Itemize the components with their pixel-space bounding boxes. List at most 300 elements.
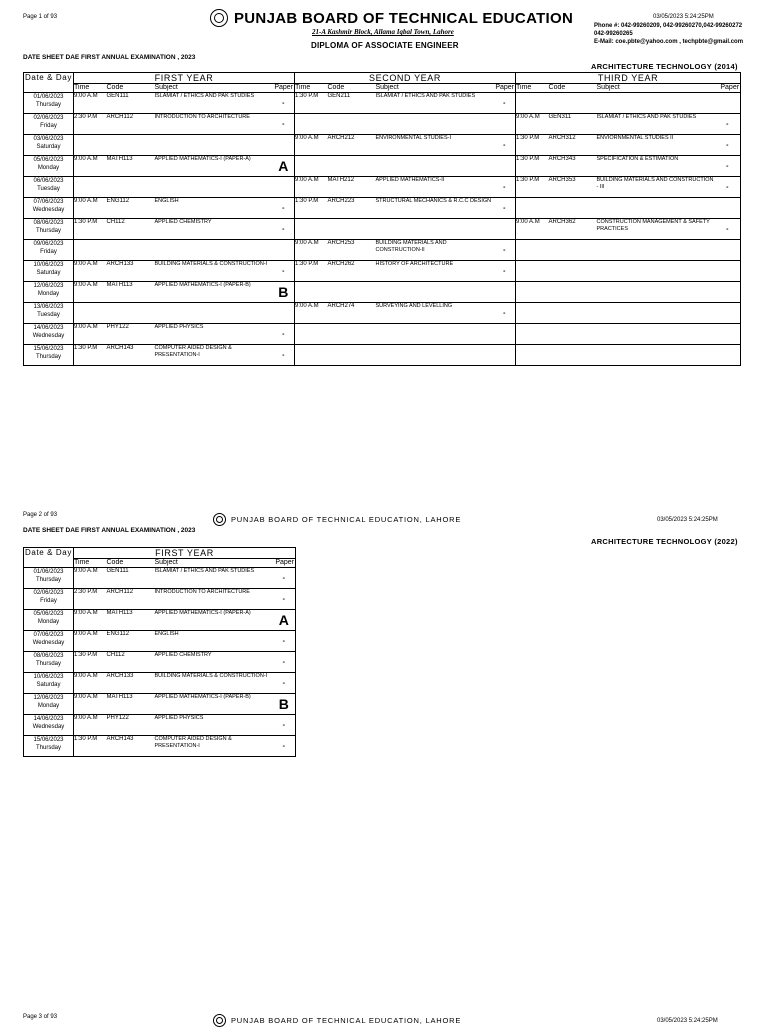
exam-time <box>74 135 107 156</box>
paper-marker: - <box>273 631 296 652</box>
subject-name <box>376 345 494 366</box>
date-day-cell <box>24 114 74 135</box>
course-code: MATH212 <box>328 177 376 198</box>
paper-marker: - <box>494 198 516 219</box>
paper-marker: - <box>494 261 516 282</box>
paper-marker <box>715 345 741 366</box>
course-code <box>328 324 376 345</box>
exam-time: 9:00 A.M <box>74 673 107 694</box>
paper-marker <box>715 324 741 345</box>
table-row <box>24 156 741 177</box>
subject-name: APPLIED PHYSICS <box>155 324 273 345</box>
paper-marker: - <box>273 673 296 694</box>
exam-day: Monday <box>37 165 60 171</box>
exam-date: 01/06/2023 <box>33 569 64 575</box>
subject-name <box>597 303 715 324</box>
exam-day: Saturday <box>36 682 61 688</box>
exam-time: 9:00 A.M <box>74 631 107 652</box>
subject-name <box>597 198 715 219</box>
date-day-header: Date & Day <box>24 73 74 93</box>
exam-time: 9:00 A.M <box>74 282 107 303</box>
date-day-cell <box>24 736 74 757</box>
time-column-header: Time <box>516 84 549 93</box>
exam-time: 1:30 P.M <box>74 219 107 240</box>
subject-name <box>597 261 715 282</box>
code-column-header: Code <box>107 559 155 568</box>
paper-marker: B <box>273 282 295 303</box>
exam-time <box>516 240 549 261</box>
table-row <box>24 303 741 324</box>
date-day-cell <box>24 93 74 114</box>
paper-column-header: Paper <box>495 84 515 91</box>
subject-name: COMPUTER AIDED DESIGN & PRESENTATION-I <box>155 736 273 757</box>
exam-time: 1:30 P.M <box>295 93 328 114</box>
paper-marker <box>273 177 295 198</box>
date-day-cell <box>24 610 74 631</box>
date-day-cell <box>24 198 74 219</box>
table-row <box>24 324 741 345</box>
exam-date: 05/06/2023 <box>33 157 64 163</box>
subject-name <box>155 240 273 261</box>
paper-marker <box>273 240 295 261</box>
course-code: GEN211 <box>328 93 376 114</box>
subject-name: APPLIED CHEMISTRY <box>155 219 273 240</box>
subject-name <box>155 303 273 324</box>
course-code <box>549 282 597 303</box>
exam-time: 9:00 A.M <box>295 135 328 156</box>
subject-name: APPLIED MATHEMATICS-I (PAPER-B) <box>155 282 273 303</box>
code-column-header: Code <box>549 84 597 93</box>
course-code <box>549 240 597 261</box>
course-code <box>107 240 155 261</box>
board-title-small: PUNJAB BOARD OF TECHNICAL EDUCATION, LAHORE <box>231 515 462 524</box>
subject-name <box>155 135 273 156</box>
exam-time: 9:00 A.M <box>74 324 107 345</box>
subject-column-header: Subject <box>376 84 494 93</box>
paper-marker: - <box>715 114 741 135</box>
paper-marker <box>494 282 516 303</box>
exam-date: 14/06/2023 <box>33 325 64 331</box>
exam-time: 9:00 A.M <box>516 219 549 240</box>
paper-marker: - <box>273 736 296 757</box>
phone-line-1: Phone #: 042-99260209, 042-99260270,042-99260272 <box>594 23 743 29</box>
subject-name <box>376 219 494 240</box>
diploma-title: DIPLOMA OF ASSOCIATE ENGINEER <box>311 41 459 50</box>
table-row <box>24 631 296 652</box>
exam-day: Thursday <box>35 354 61 360</box>
course-code: GEN111 <box>107 93 155 114</box>
table-row <box>24 673 296 694</box>
course-code <box>328 282 376 303</box>
subject-name: BUILDING MATERIALS AND CONSTRUCTION-II <box>376 240 494 261</box>
course-code: ARCH133 <box>107 673 155 694</box>
course-code: ENG112 <box>107 631 155 652</box>
table-row <box>24 282 741 303</box>
board-logo-icon <box>210 9 228 27</box>
exam-time: 1:30 P.M <box>74 345 107 366</box>
course-code: ARCH253 <box>328 240 376 261</box>
page-label: Page 1 of 93 <box>23 14 58 20</box>
course-code: ARCH112 <box>107 114 155 135</box>
course-code: ARCH353 <box>549 177 597 198</box>
exam-date: 08/06/2023 <box>33 653 64 659</box>
exam-title: DATE SHEET DAE FIRST ANNUAL EXAMINATION , 2023 <box>23 54 196 61</box>
paper-marker: - <box>273 568 296 589</box>
exam-time <box>295 345 328 366</box>
paper-marker: - <box>273 715 296 736</box>
table-row <box>24 694 296 715</box>
exam-date: 02/06/2023 <box>33 115 64 121</box>
exam-date: 10/06/2023 <box>33 674 64 680</box>
date-day-cell <box>24 135 74 156</box>
exam-time: 1:30 P.M <box>74 652 107 673</box>
course-code: ARCH312 <box>549 135 597 156</box>
exam-day: Thursday <box>35 745 61 751</box>
exam-day: Thursday <box>35 102 61 108</box>
first-year-header: FIRST YEAR <box>74 548 296 559</box>
table-row <box>24 736 296 757</box>
exam-day: Wednesday <box>32 724 65 730</box>
paper-marker: - <box>715 177 741 198</box>
paper-marker <box>494 219 516 240</box>
page-label: Page 3 of 93 <box>23 1014 58 1020</box>
paper-marker <box>494 324 516 345</box>
exam-time: 9:00 A.M <box>74 610 107 631</box>
course-code: ARCH362 <box>549 219 597 240</box>
board-logo-icon <box>213 513 226 526</box>
paper-marker <box>715 303 741 324</box>
exam-time <box>516 345 549 366</box>
course-code <box>549 198 597 219</box>
exam-date: 03/06/2023 <box>33 136 64 142</box>
exam-day: Monday <box>37 703 60 709</box>
course-code: PHY122 <box>107 324 155 345</box>
paper-marker: - <box>273 93 295 114</box>
course-code: ARCH143 <box>107 736 155 757</box>
course-code <box>549 345 597 366</box>
exam-time: 1:30 P.M <box>516 156 549 177</box>
date-day-cell <box>24 324 74 345</box>
exam-date: 12/06/2023 <box>33 695 64 701</box>
subject-name: APPLIED MATHEMATICS-I (PAPER-A) <box>155 156 273 177</box>
course-code <box>328 345 376 366</box>
subject-name: SURVEYING AND LEVELLING <box>376 303 494 324</box>
subject-name <box>597 282 715 303</box>
paper-marker: - <box>494 303 516 324</box>
exam-time <box>516 282 549 303</box>
datesheet-table <box>23 72 741 366</box>
exam-date: 12/06/2023 <box>33 283 64 289</box>
exam-day: Monday <box>37 291 60 297</box>
table-row <box>24 345 741 366</box>
paper-column-header: Paper <box>715 84 741 93</box>
code-column-header: Code <box>107 84 155 93</box>
course-code: ARCH112 <box>107 589 155 610</box>
course-code: ARCH212 <box>328 135 376 156</box>
program-title: ARCHITECTURE TECHNOLOGY (2014) <box>591 62 738 71</box>
paper-marker: - <box>273 589 296 610</box>
paper-marker: - <box>494 240 516 261</box>
exam-day: Wednesday <box>32 333 65 339</box>
course-code: MATH113 <box>107 156 155 177</box>
exam-time: 2:30 P.M <box>74 114 107 135</box>
course-code <box>328 219 376 240</box>
table-row <box>24 93 741 114</box>
subject-name <box>597 324 715 345</box>
board-title: PUNJAB BOARD OF TECHNICAL EDUCATION <box>234 9 574 27</box>
course-code: GEN311 <box>549 114 597 135</box>
exam-date: 02/06/2023 <box>33 590 64 596</box>
paper-marker <box>715 240 741 261</box>
subject-name: ENGLISH <box>155 198 273 219</box>
course-code: MATH113 <box>107 694 155 715</box>
course-code: CH112 <box>107 652 155 673</box>
exam-day: Friday <box>40 598 57 604</box>
course-code: MATH113 <box>107 610 155 631</box>
program-title: ARCHITECTURE TECHNOLOGY (2022) <box>591 537 738 546</box>
table-row <box>24 652 296 673</box>
paper-marker <box>494 114 516 135</box>
second-year-header: SECOND YEAR <box>295 73 516 84</box>
exam-date: 01/06/2023 <box>33 94 64 100</box>
exam-time: 9:00 A.M <box>295 303 328 324</box>
exam-date: 15/06/2023 <box>33 346 64 352</box>
table-row <box>24 177 741 198</box>
subject-name: ENVIRONMENTAL STUDIES-I <box>376 135 494 156</box>
exam-time: 1:30 P.M <box>516 135 549 156</box>
exam-time: 9:00 A.M <box>74 198 107 219</box>
course-code <box>328 114 376 135</box>
exam-day: Wednesday <box>32 640 65 646</box>
subject-column-header: Subject <box>155 559 273 568</box>
paper-marker: - <box>494 135 516 156</box>
paper-marker: A <box>273 610 296 631</box>
course-code: GEN111 <box>107 568 155 589</box>
exam-time: 1:30 P.M <box>295 198 328 219</box>
exam-date: 09/06/2023 <box>33 241 64 247</box>
subject-name: APPLIED CHEMISTRY <box>155 652 273 673</box>
exam-day: Saturday <box>36 144 61 150</box>
subject-name <box>376 156 494 177</box>
exam-day: Tuesday <box>37 186 60 192</box>
subject-name: ENVIORNMENTAL STUDIES II <box>597 135 715 156</box>
subject-name: APPLIED MATHEMATICS-I (PAPER-B) <box>155 694 273 715</box>
subject-name <box>376 114 494 135</box>
subject-name: ISLAMIAT / ETHICS AND PAK STUDIES <box>155 93 273 114</box>
exam-time <box>295 324 328 345</box>
exam-day: Thursday <box>35 228 61 234</box>
paper-marker: - <box>715 156 741 177</box>
datesheet-table <box>23 547 296 757</box>
subject-name: BUILDING MATERIALS AND CONSTRUCTION - III <box>597 177 715 198</box>
board-title-small: PUNJAB BOARD OF TECHNICAL EDUCATION, LAHORE <box>231 1016 462 1025</box>
course-code <box>107 303 155 324</box>
subject-name: ISLAMIAT / ETHICS AND PAK STUDIES <box>376 93 494 114</box>
subject-name: CONSTRUCTION MANAGEMENT & SAFETY PRACTICES <box>597 219 715 240</box>
exam-date: 15/06/2023 <box>33 737 64 743</box>
subject-name: BUILDING MATERIALS & CONSTRUCTION-I <box>155 261 273 282</box>
time-column-header: Time <box>74 559 107 568</box>
table-row <box>24 219 741 240</box>
time-column-header: Time <box>295 84 328 93</box>
exam-time <box>516 324 549 345</box>
course-code: ARCH262 <box>328 261 376 282</box>
paper-marker: - <box>273 261 295 282</box>
exam-date: 06/06/2023 <box>33 178 64 184</box>
exam-title: DATE SHEET DAE FIRST ANNUAL EXAMINATION , 2023 <box>23 527 196 534</box>
time-column-header: Time <box>74 84 107 93</box>
exam-time: 9:00 A.M <box>74 261 107 282</box>
exam-time: 1:30 P.M <box>74 736 107 757</box>
date-day-cell <box>24 261 74 282</box>
exam-time: 9:00 A.M <box>74 93 107 114</box>
paper-marker <box>273 135 295 156</box>
exam-date: 07/06/2023 <box>33 632 64 638</box>
date-day-cell <box>24 345 74 366</box>
date-day-cell <box>24 156 74 177</box>
date-day-cell <box>24 177 74 198</box>
course-code: ARCH133 <box>107 261 155 282</box>
exam-day: Monday <box>37 619 60 625</box>
course-code: MATH113 <box>107 282 155 303</box>
paper-marker: B <box>273 694 296 715</box>
subject-name: ISLAMIAT / ETHICS AND PAK STUDIES <box>597 114 715 135</box>
course-code <box>107 177 155 198</box>
paper-marker <box>494 345 516 366</box>
table-row <box>24 135 741 156</box>
subject-name: INTRODUCTION TO ARCHITECTURE <box>155 589 273 610</box>
board-header-small <box>213 1014 461 1027</box>
date-day-cell <box>24 673 74 694</box>
subject-name: INTRODUCTION TO ARCHITECTURE <box>155 114 273 135</box>
page-label: Page 2 of 93 <box>23 512 58 518</box>
first-year-header: FIRST YEAR <box>74 73 295 84</box>
course-code <box>549 303 597 324</box>
date-day-cell <box>24 240 74 261</box>
table-row <box>24 240 741 261</box>
course-code: ARCH274 <box>328 303 376 324</box>
subject-name: ISLAMIAT / ETHICS AND PAK STUDIES <box>155 568 273 589</box>
exam-time: 9:00 A.M <box>74 568 107 589</box>
exam-time <box>74 177 107 198</box>
subject-name: BUILDING MATERIALS & CONSTRUCTION-I <box>155 673 273 694</box>
paper-marker: - <box>715 135 741 156</box>
table-row <box>24 198 741 219</box>
paper-marker <box>715 282 741 303</box>
exam-date: 13/06/2023 <box>33 304 64 310</box>
board-address: 21-A Kashmir Block, Allama Iqbal Town, Lahore <box>312 28 454 36</box>
exam-time <box>516 303 549 324</box>
paper-marker: - <box>715 219 741 240</box>
exam-date: 10/06/2023 <box>33 262 64 268</box>
exam-date: 05/06/2023 <box>33 611 64 617</box>
course-code <box>549 93 597 114</box>
date-day-cell <box>24 715 74 736</box>
exam-time: 9:00 A.M <box>295 240 328 261</box>
exam-date: 07/06/2023 <box>33 199 64 205</box>
subject-name: COMPUTER AIDED DESIGN & PRESENTATION-I <box>155 345 273 366</box>
date-day-cell <box>24 282 74 303</box>
date-day-header: Date & Day <box>24 548 74 568</box>
subject-name: STRUCTURAL MECHANICS & R.C.C DESIGN <box>376 198 494 219</box>
paper-marker: - <box>273 324 295 345</box>
date-day-cell <box>24 303 74 324</box>
date-day-cell <box>24 694 74 715</box>
date-day-cell <box>24 568 74 589</box>
exam-time: 9:00 A.M <box>295 177 328 198</box>
paper-marker: - <box>494 93 516 114</box>
paper-column-header: Paper <box>274 84 293 91</box>
subject-name: APPLIED MATHEMATICS-II <box>376 177 494 198</box>
board-header <box>210 9 573 27</box>
course-code <box>549 261 597 282</box>
exam-time <box>295 219 328 240</box>
exam-day: Saturday <box>36 270 61 276</box>
date-day-cell <box>24 589 74 610</box>
table-row <box>24 610 296 631</box>
paper-marker <box>715 93 741 114</box>
exam-time: 9:00 A.M <box>74 156 107 177</box>
paper-marker: - <box>273 652 296 673</box>
subject-name <box>597 93 715 114</box>
course-code <box>107 135 155 156</box>
exam-day: Tuesday <box>37 312 60 318</box>
print-datetime: 03/05/2023 5:24:25PM <box>657 517 718 523</box>
subject-name: ENGLISH <box>155 631 273 652</box>
course-code <box>549 324 597 345</box>
date-day-cell <box>24 652 74 673</box>
exam-day: Wednesday <box>32 207 65 213</box>
print-datetime: 03/05/2023 5:24:25PM <box>657 1018 718 1024</box>
subject-name: APPLIED PHYSICS <box>155 715 273 736</box>
subject-name <box>597 345 715 366</box>
exam-time <box>295 282 328 303</box>
phone-line-2: 042-99260265 <box>594 31 633 37</box>
paper-marker <box>715 261 741 282</box>
paper-marker: A <box>273 156 295 177</box>
exam-time <box>295 114 328 135</box>
print-datetime: 03/05/2023 5:24:25PM <box>653 14 714 20</box>
subject-name: SPECIFICATION & ESTIMATION <box>597 156 715 177</box>
table-row <box>24 589 296 610</box>
email-line: E-Mail: coe.pbte@yahoo.com , techpbte@gmail.com <box>594 39 744 45</box>
exam-time <box>516 93 549 114</box>
paper-marker: - <box>273 114 295 135</box>
third-year-header: THIRD YEAR <box>516 73 741 84</box>
code-column-header: Code <box>328 84 376 93</box>
exam-day: Thursday <box>35 577 61 583</box>
exam-time: 9:00 A.M <box>74 694 107 715</box>
exam-time: 9:00 A.M <box>516 114 549 135</box>
course-code: ENG112 <box>107 198 155 219</box>
date-day-cell <box>24 219 74 240</box>
subject-name: HISTORY OF ARCHITECTURE <box>376 261 494 282</box>
table-row <box>24 715 296 736</box>
exam-date: 08/06/2023 <box>33 220 64 226</box>
exam-time <box>295 156 328 177</box>
course-code: ARCH223 <box>328 198 376 219</box>
paper-marker <box>494 156 516 177</box>
table-row <box>24 261 741 282</box>
table-row <box>24 568 296 589</box>
subject-name: APPLIED MATHEMATICS-I (PAPER-A) <box>155 610 273 631</box>
exam-day: Thursday <box>35 661 61 667</box>
course-code <box>328 156 376 177</box>
exam-day: Friday <box>40 249 57 255</box>
exam-time <box>516 261 549 282</box>
paper-marker <box>715 198 741 219</box>
exam-time: 1:30 P.M <box>295 261 328 282</box>
